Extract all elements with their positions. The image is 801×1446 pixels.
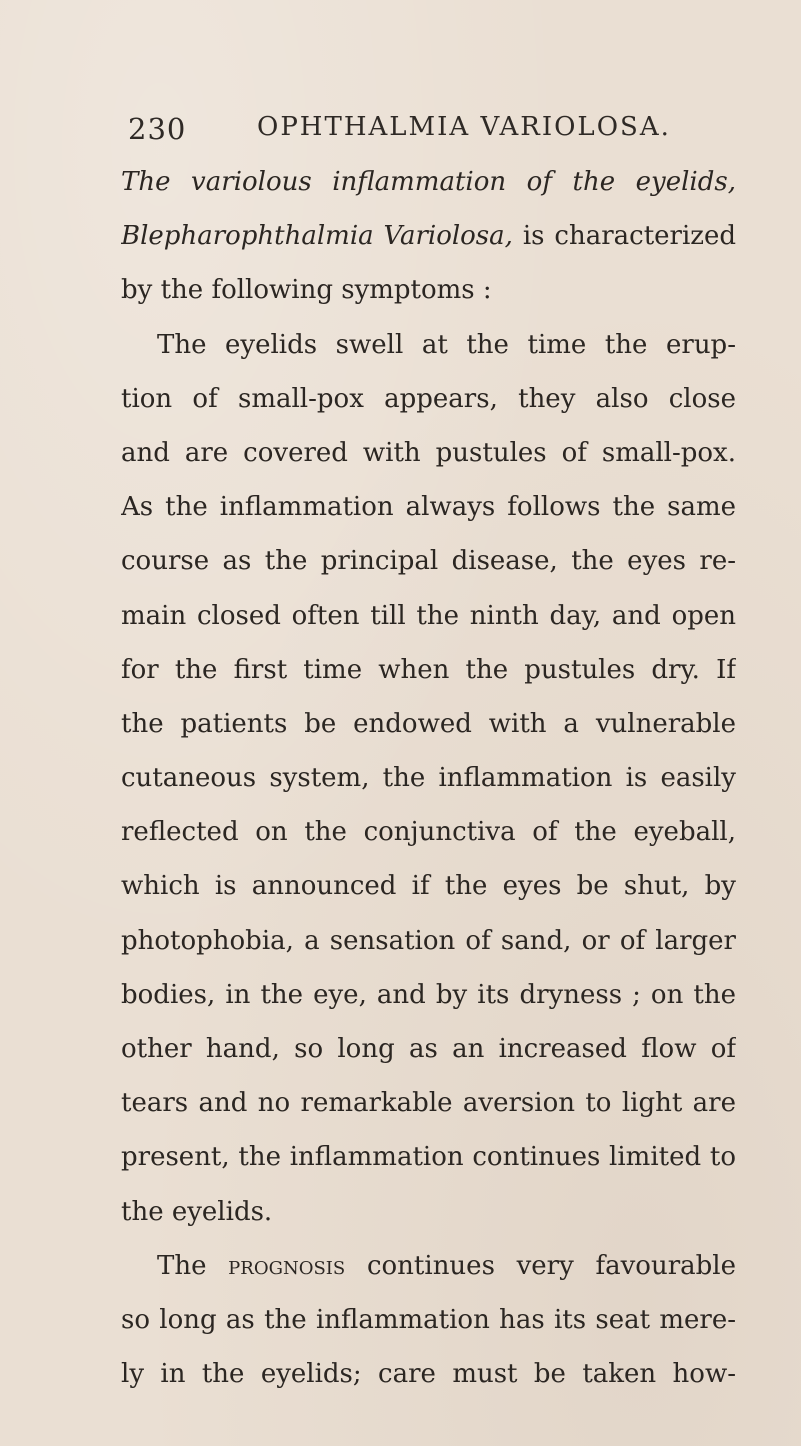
text-line [121, 697, 736, 751]
text-run: ly in the eyelids; care must be taken how- [121, 1359, 736, 1390]
text-line [121, 318, 736, 372]
text-line [121, 859, 736, 913]
text-run: reflected on the conjunctiva of the eyeball, [121, 817, 736, 848]
text-line [121, 1185, 736, 1239]
text-line [121, 1130, 736, 1184]
text-run: which is announced if the eyes be shut, by [121, 871, 736, 902]
text-line [121, 805, 736, 859]
text-run: cutaneous system, the inflammation is easily [121, 763, 736, 794]
page-number: 230 [128, 112, 187, 146]
text-run: The [157, 1250, 229, 1281]
text-run: prognosis [228, 1250, 346, 1281]
text-line [121, 1076, 736, 1130]
text-run: Blepharophthalmia Variolosa, [121, 221, 513, 252]
text-run: present, the inflammation continues limited to [121, 1142, 736, 1173]
text-run: course as the principal disease, the eyes re- [121, 546, 736, 577]
text-run: continues very favourable [345, 1250, 736, 1281]
text-line [121, 751, 736, 805]
text-run: As the inflammation always follows the same [121, 492, 736, 523]
text-run: bodies, in the eye, and by its dryness ; on the [121, 979, 736, 1010]
text-run: so long as the inflammation has its seat mere- [121, 1304, 736, 1335]
text-run: for the first time when the pustules dry. If [121, 654, 736, 685]
text-line [121, 643, 736, 697]
text-line [121, 372, 736, 426]
running-head: OPHTHALMIA VARIOLOSA. [257, 112, 671, 142]
text-line [121, 968, 736, 1022]
text-line [121, 1347, 736, 1401]
text-run: The eyelids swell at the time the erup- [157, 329, 736, 360]
text-line [121, 914, 736, 968]
body-text [121, 155, 736, 1401]
text-run: tears and no remarkable aversion to light are [121, 1088, 736, 1119]
text-line [121, 155, 736, 209]
text-line [121, 589, 736, 643]
text-run: tion of small-pox appears, they also close [121, 383, 736, 414]
text-line [121, 209, 736, 263]
text-line [121, 1293, 736, 1347]
text-line [121, 1239, 736, 1293]
text-line [121, 426, 736, 480]
text-run: by the following symptoms : [121, 275, 492, 306]
text-line [121, 1022, 736, 1076]
page-header [0, 104, 801, 154]
text-run: photophobia, a sensation of sand, or of larger [121, 925, 736, 956]
text-run: and are covered with pustules of small-pox. [121, 437, 736, 468]
text-run: the eyelids. [121, 1196, 273, 1227]
text-line [121, 263, 736, 317]
text-line [121, 534, 736, 588]
text-line [121, 480, 736, 534]
text-run: is characterized [512, 221, 736, 252]
text-run: the patients be endowed with a vulnerable [121, 708, 736, 739]
text-run: The variolous inflammation of the eyelids, [121, 167, 736, 197]
text-run: other hand, so long as an increased flow of [121, 1034, 736, 1064]
text-run: main closed often till the ninth day, and open [121, 600, 736, 631]
